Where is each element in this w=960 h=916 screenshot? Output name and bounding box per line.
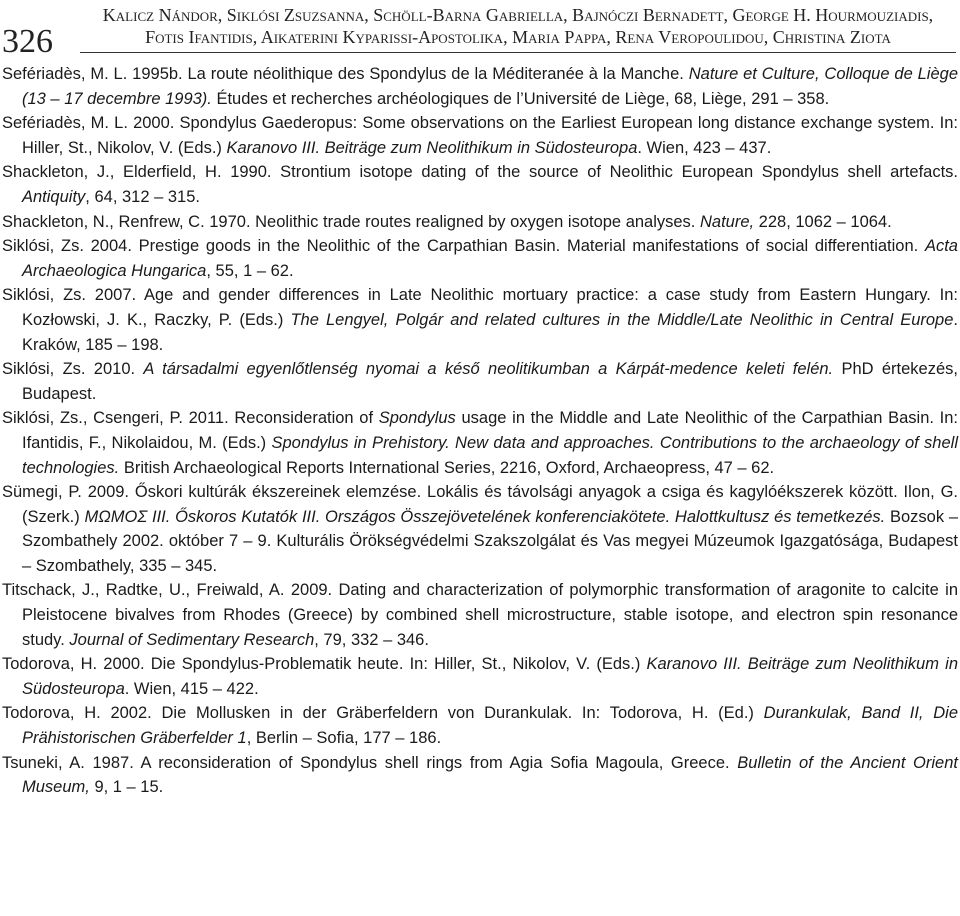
reference-title-italic: Karanovo III. Beiträge zum Neolithikum in Südosteuropa [226, 138, 638, 157]
page-number: 326 [2, 23, 53, 60]
reference-entry [2, 234, 958, 283]
reference-title-italic: MΩMOΣ III. Őskoros Kutatók III. Országos Összejövetelének konferenciakötete. Halottkultusz és temetkezés. [84, 507, 886, 526]
reference-entry [2, 210, 958, 235]
reference-title-italic: Karanovo III. Beiträge zum Neolithikum in Südosteuropa [22, 655, 958, 698]
reference-text: Siklósi, Zs., Csengeri, P. 2011. Reconsideration of [2, 409, 379, 428]
running-head-authors [80, 4, 956, 48]
header-rule [80, 52, 956, 53]
reference-text: Siklósi, Zs. 2004. Prestige goods in the Neolithic of the Carpathian Basin. Material manifestations of social differentiation. [2, 237, 925, 256]
reference-text: Bozsok – Szombathely 2002. október 7 – 9. Kulturális Örökségvédelmi Szakszolgálat és Vas megyei Múzeumok Igazgatósága, Budapest – Szombathely, 335 – 345. [22, 507, 958, 575]
reference-text: British Archaeological Reports International Series, 2216, Oxford, Archaeopress, 47 – 62. [119, 458, 775, 477]
reference-title-italic: Acta Archaeologica Hungarica [22, 237, 958, 280]
reference-text: 228, 1062 – 1064. [754, 212, 892, 231]
reference-title-italic: Antiquity [22, 187, 86, 206]
reference-text: , Berlin – Sofia, 177 – 186. [246, 729, 442, 748]
reference-text: , 64, 312 – 315. [85, 187, 200, 206]
reference-title-italic: Nature, [699, 212, 755, 231]
reference-text: Sefériadès, M. L. 1995b. La route néolithique des Spondylus de la Méditeranée à la Manche. [2, 65, 689, 83]
reference-title-italic: Spondylus [378, 409, 456, 428]
authors-line-2: Fotis Ifantidis, Aikaterini Kyparissi-Apostolika, Maria Pappa, Rena Veropoulidou, Christina Ziota [145, 27, 891, 47]
reference-entry [2, 652, 958, 701]
reference-text: Sefériadès, M. L. 2000. Spondylus Gaederopus: Some observations on the Earliest European long distance exchange system. In: Hiller, St., Nikolov, V. (Eds.) [2, 114, 958, 157]
reference-title-italic: Bulletin of the Ancient Orient Museum, [22, 753, 958, 797]
reference-text: Shackleton, N., Renfrew, C. 1970. Neolithic trade routes realigned by oxygen isotope analyses. [2, 212, 700, 231]
reference-title-italic: Nature et Culture, Colloque de Liège (13 – 17 decembre 1993). [22, 65, 958, 108]
reference-entry [2, 283, 958, 357]
reference-text: Sümegi, P. 2009. Őskori kultúrák ékszereinek elemzése. Lokális és távolsági anyagok a csiga és kagylóékszerek között. Ilon, G. (Szerk.) [2, 483, 958, 526]
reference-text: Siklósi, Zs. 2010. [2, 360, 144, 379]
reference-title-italic: Journal of Sedimentary Research [69, 630, 315, 649]
reference-text: Études et recherches archéologiques de l’Université de Liège, 68, Liège, 291 – 358. [211, 89, 830, 108]
reference-entry [2, 62, 958, 111]
authors-line-1: Kalicz Nándor, Siklósi Zsuzsanna, Schöll-Barna Gabriella, Bajnóczi Bernadett, George H. Hourmouziadis, [102, 5, 934, 25]
page-header [0, 0, 960, 66]
reference-text: . Kraków, 185 – 198. [22, 310, 959, 354]
reference-text: . Wien, 423 – 437. [637, 138, 772, 157]
reference-entry [2, 701, 958, 750]
reference-text: Tsuneki, A. 1987. A reconsideration of Spondylus shell rings from Agia Sofia Magoula, Greece. [2, 753, 738, 772]
reference-entry [2, 111, 958, 160]
reference-title-italic: Durankulak, Band II, Die Prähistorischen Gräberfelder 1 [22, 704, 959, 748]
reference-text: , 55, 1 – 62. [206, 261, 294, 280]
reference-text: usage in the Middle and Late Neolithic of the Carpathian Basin. In: Ifantidis, F., Nikolaidou, M. (Eds.) [22, 409, 958, 452]
reference-entry [2, 406, 958, 480]
reference-text: 9, 1 – 15. [89, 778, 164, 797]
reference-entry [2, 751, 958, 800]
reference-text: Titschack, J., Radtke, U., Freiwald, A. 2009. Dating and characterization of polymorphic transformation of aragonite to calcite in Pleistocene bivalves from Rhodes (Greece) by combined shell microstructure, stable isotope, and electron spin resonance study. [2, 581, 958, 649]
reference-title-italic: Spondylus in Prehistory. New data and approaches. Contributions to the archaeology of shell technologies. [22, 433, 958, 477]
reference-text: , 79, 332 – 346. [314, 630, 429, 649]
reference-text: Shackleton, J., Elderfield, H. 1990. Strontium isotope dating of the source of Neolithic European Spondylus shell artefacts. [2, 163, 958, 182]
reference-text: Todorova, H. 2002. Die Mollusken in der Gräberfeldern von Durankulak. In: Todorova, H. (Ed.) [2, 704, 764, 723]
reference-text: . Wien, 415 – 422. [124, 679, 259, 698]
reference-entry [2, 357, 958, 406]
reference-title-italic: The Lengyel, Polgár and related cultures in the Middle/Late Neolithic in Central Europe [290, 310, 954, 329]
reference-text: PhD értekezés, Budapest. [22, 360, 958, 403]
reference-entry [2, 578, 958, 652]
reference-list [2, 62, 958, 800]
reference-entry [2, 480, 958, 578]
reference-entry [2, 160, 958, 209]
reference-text: Todorova, H. 2000. Die Spondylus-Problematik heute. In: Hiller, St., Nikolov, V. (Eds.) [2, 655, 647, 674]
reference-title-italic: A társadalmi egyenlőtlenség nyomai a késő neolitikumban a Kárpát-medence keleti felén. [143, 360, 834, 379]
reference-text: Siklósi, Zs. 2007. Age and gender differences in Late Neolithic mortuary practice: a case study from Eastern Hungary. In: Kozłowski, J. K., Raczky, P. (Eds.) [2, 286, 958, 329]
